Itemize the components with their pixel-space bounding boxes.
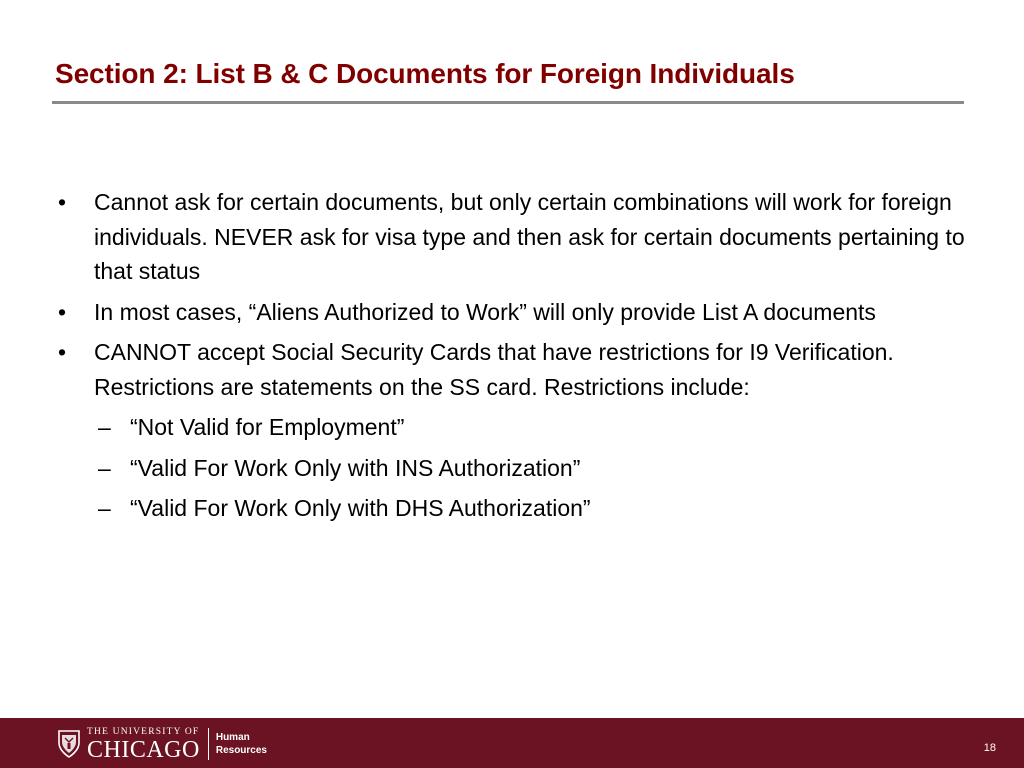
sub-bullet-item	[58, 410, 978, 445]
bullet-text: In most cases, “Aliens Authorized to Work” will only provide List A documents	[94, 298, 876, 325]
sub-bullet-marker: –	[98, 495, 111, 521]
bullet-marker: •	[58, 298, 67, 325]
university-wordmark	[87, 727, 200, 762]
bullet-text: CANNOT accept Social Security Cards that have restrictions for I9 Verification. Restrictions are statements on the SS card. Restrictions include:	[94, 339, 894, 400]
sub-bullet-text: “Valid For Work Only with INS Authorization”	[130, 454, 581, 481]
department-line-2: Resources	[215, 745, 267, 756]
title-divider	[52, 101, 964, 104]
sub-bullet-text: “Not Valid for Employment”	[130, 414, 405, 440]
shield-icon	[57, 729, 81, 759]
slide-body	[58, 185, 978, 532]
bullet-marker: •	[58, 339, 67, 365]
bullet-item	[58, 185, 978, 289]
bullet-marker: •	[58, 189, 67, 215]
sub-bullet-item	[58, 491, 978, 526]
department-line-1: Human	[215, 732, 250, 743]
slide-title: Section 2: List B & C Documents for Foreign Individuals	[55, 58, 795, 89]
sub-bullet-text: “Valid For Work Only with DHS Authorization”	[130, 495, 591, 521]
university-wordmark-name: CHICAGO	[87, 736, 200, 763]
logo-divider	[208, 728, 209, 760]
bullet-item	[58, 335, 978, 404]
page-number: 18	[983, 742, 996, 754]
university-wordmark-top: THE UNIVERSITY OF	[87, 726, 200, 737]
bullet-item	[58, 295, 978, 330]
sub-bullet-marker: –	[98, 454, 111, 481]
footer-bar	[0, 718, 1024, 768]
sub-bullet-item	[58, 451, 978, 486]
department-name	[216, 731, 267, 757]
sub-bullet-marker: –	[98, 414, 111, 440]
bullet-text: Cannot ask for certain documents, but only certain combinations will work for foreign individuals. NEVER ask for visa type and then ask for certain documents pertaining to that status	[94, 189, 965, 284]
university-logo	[57, 726, 267, 762]
